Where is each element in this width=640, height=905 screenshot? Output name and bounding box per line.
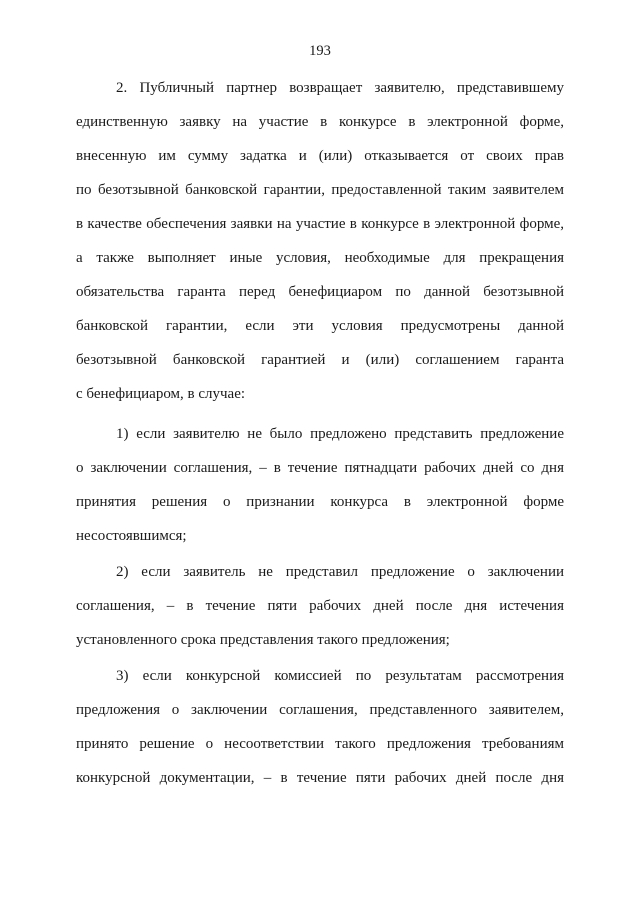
page-number: 193 (309, 43, 331, 59)
text-line: принятия решения о признании конкурса в электронной форме (76, 494, 564, 510)
text-line: безотзывной банковской гарантией и (или) соглашением гаранта (76, 352, 564, 368)
text-line: 3) если конкурсной комиссией по результатам рассмотрения (116, 668, 564, 684)
subclause-3 (76, 659, 564, 795)
text-line: предложения о заключении соглашения, представленного заявителем, (76, 702, 564, 718)
text-line: соглашения, – в течение пяти рабочих дней после дня истечения (76, 598, 564, 614)
paragraph-2-public-partner-returns (76, 71, 564, 411)
text-line: а также выполняет иные условия, необходимые для прекращения (76, 250, 564, 266)
text-line: несостоявшимся; (76, 528, 187, 544)
text-line: с бенефициаром, в случае: (76, 386, 246, 402)
text-line: внесенную им сумму задатка и (или) отказывается от своих прав (76, 148, 564, 164)
text-line: по безотзывной банковской гарантии, предоставленной таким заявителем (76, 182, 564, 198)
text-line: 2) если заявитель не представил предложение о заключении (116, 564, 564, 580)
text-line: единственную заявку на участие в конкурсе в электронной форме, (76, 114, 564, 130)
text-line: 1) если заявителю не было предложено представить предложение (116, 426, 564, 442)
text-line: банковской гарантии, если эти условия предусмотрены данной (76, 318, 564, 334)
text-line: обязательства гаранта перед бенефициаром по данной безотзывной (76, 284, 564, 300)
text-line: конкурсной документации, – в течение пяти рабочих дней после дня (76, 770, 564, 786)
text-line: в качестве обеспечения заявки на участие в конкурсе в электронной форме, (76, 216, 564, 232)
text-line: 2. Публичный партнер возвращает заявителю, представившему (116, 80, 564, 96)
subclause-2 (76, 555, 564, 657)
text-line: о заключении соглашения, – в течение пятнадцати рабочих дней со дня (76, 460, 564, 476)
text-line: установленного срока представления такого предложения; (76, 632, 450, 648)
text-line: принято решение о несоответствии такого предложения требованиям (76, 736, 564, 752)
subclause-1 (76, 417, 564, 553)
